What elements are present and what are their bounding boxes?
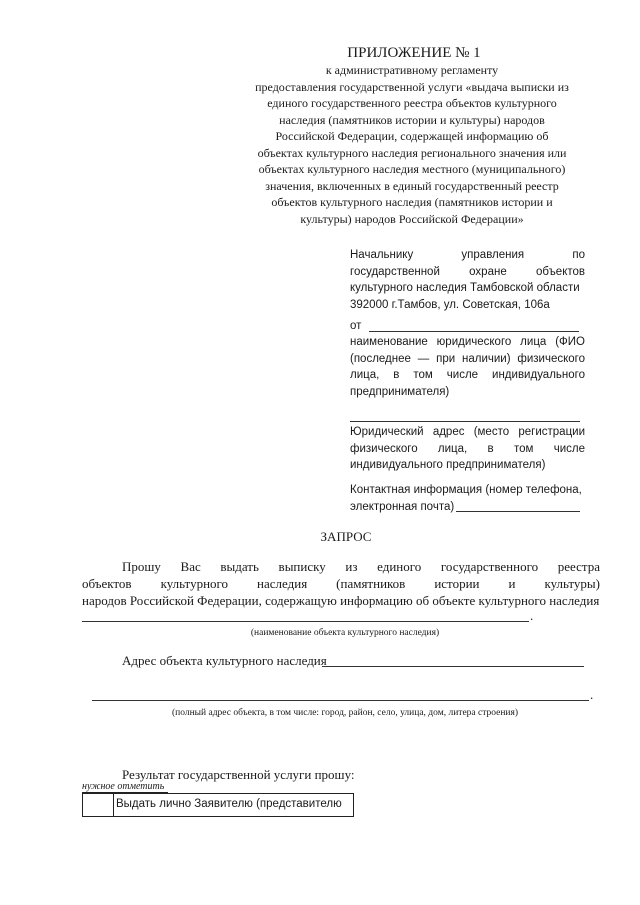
object-name-caption: (наименование объекта культурного наследия) xyxy=(250,628,440,638)
appendix-caption-line: наследия (памятников истории и культуры) народов xyxy=(279,112,545,127)
request-body-line-1: Прошу Вас выдать выписку из единого государственного реестра xyxy=(122,559,600,574)
appendix-caption-line: предоставления государственной услуги «выдача выписки из xyxy=(255,79,569,94)
caption-line: физического лица, в том числе xyxy=(350,442,585,455)
object-address-caption: (полный адрес объекта, в том числе: город, район, село, улица, дом, литера строения) xyxy=(171,708,519,718)
appendix-caption-line: объектов культурного наследия (памятников истории и xyxy=(271,195,553,209)
caption-line: Юридический адрес (место регистрации xyxy=(350,426,585,438)
caption-line: индивидуального предпринимателя) xyxy=(350,459,546,472)
request-body-line-3: народов Российской Федерации, содержащую информацию об объекте культурного наследия xyxy=(82,593,600,608)
addressee-line: 392000 г.Тамбов, ул. Советская, 106а xyxy=(350,298,550,311)
result-option-checkbox[interactable] xyxy=(82,793,114,817)
contact-line: электронная почта) xyxy=(350,500,455,513)
contact-field[interactable] xyxy=(456,511,580,512)
object-name-field[interactable] xyxy=(82,621,529,622)
object-address-field[interactable] xyxy=(322,666,584,667)
address-line-end: . xyxy=(590,687,594,702)
object-address-field-2[interactable] xyxy=(92,700,589,701)
caption-line: (последнее — при наличии) физического xyxy=(350,352,585,365)
appendix-title: ПРИЛОЖЕНИЕ № 1 xyxy=(347,45,481,61)
caption-line: лица, в том числе индивидуального xyxy=(350,369,585,382)
sender-name-field[interactable] xyxy=(369,331,579,332)
contact-line: Контактная информация (номер телефона, xyxy=(350,484,582,496)
from-label: от xyxy=(350,320,362,332)
result-label: Результат государственной услуги прошу: xyxy=(122,767,355,782)
appendix-caption-line: Российской Федерации, содержащей информацию об xyxy=(275,129,549,143)
addressee-line: Начальнику управления по xyxy=(350,249,585,261)
appendix-caption xyxy=(226,62,598,227)
caption-line: предпринимателя) xyxy=(350,385,450,398)
addressee-line: культурного наследия Тамбовской области xyxy=(350,282,580,295)
appendix-caption-line: культуры) народов Российской Федерации» xyxy=(300,211,524,226)
sender-address-caption xyxy=(350,424,585,474)
result-option-row xyxy=(112,793,354,817)
appendix-caption-line: значения, включенных в единый государственный реестр xyxy=(265,178,559,193)
appendix-caption-line: к административному регламенту xyxy=(325,63,499,77)
request-title: ЗАПРОС xyxy=(320,529,372,544)
result-note: нужное отметить xyxy=(82,781,168,793)
request-body-line-2: объектов культурного наследия (памятников истории и культуры) xyxy=(82,576,600,591)
appendix-caption-line: объектах культурного наследия местного (муниципального) xyxy=(258,162,566,176)
addressee-block xyxy=(350,247,585,313)
caption-line: наименование юридического лица (ФИО xyxy=(350,336,585,348)
result-option-label: Выдать лично Заявителю (представителю xyxy=(116,798,342,810)
appendix-caption-line: единого государственного реестра объектов культурного xyxy=(267,96,557,110)
appendix-caption-line: объектах культурного наследия регионального значения или xyxy=(257,145,567,160)
sender-address-field[interactable] xyxy=(350,421,580,422)
addressee-line: государственной охране объектов xyxy=(350,265,585,278)
sender-name-caption xyxy=(350,334,585,400)
object-line-end: . xyxy=(530,608,534,623)
object-address-label: Адрес объекта культурного наследия xyxy=(122,653,327,668)
